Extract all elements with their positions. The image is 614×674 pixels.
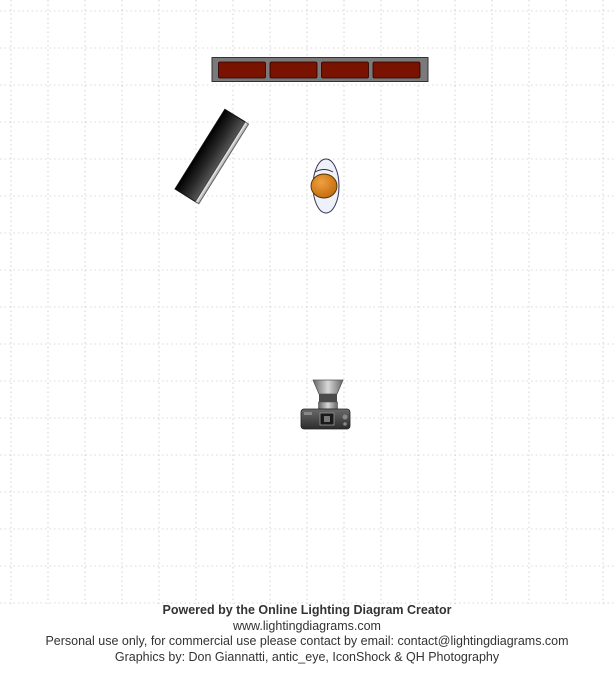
website-text: www.lightingdiagrams.com xyxy=(233,618,381,633)
graphics-credits-text: Graphics by: Don Giannatti, antic_eye, IconShock & QH Photography xyxy=(114,649,500,664)
camera-icon[interactable] xyxy=(301,380,350,429)
person-subject-icon[interactable] xyxy=(311,159,339,213)
license-text: Personal use only, for commercial use please contact by email: contact@lightingdiagrams.com xyxy=(45,634,569,648)
strip-softbox-icon[interactable] xyxy=(175,109,249,204)
powered-by-text: Powered by the Online Lighting Diagram Creator xyxy=(162,603,452,617)
credits-footer xyxy=(0,603,614,665)
led-light-bar-icon[interactable] xyxy=(212,58,428,82)
